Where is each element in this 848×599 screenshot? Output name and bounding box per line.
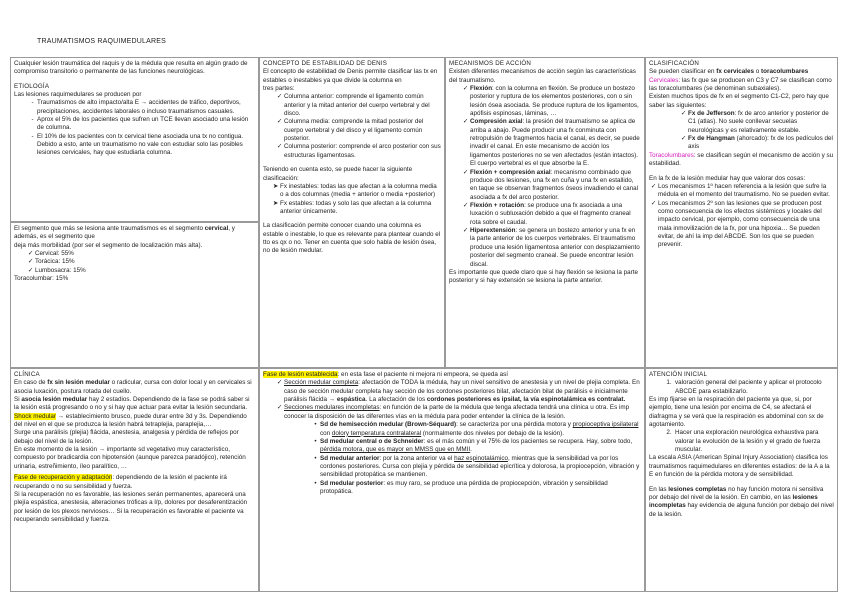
fracture-item: ✓ Fx de Jefferson: fx de arco anterior y posterior de C1 (atlas). No suele conllevar secuelas neurológicas y es relativamente estable. [680, 110, 829, 134]
mechanisms-heading: MECANISMOS DE ACCIÓN [449, 60, 532, 67]
complete-incomplete-text: En las lesiones completas no hay función motora ni sensitiva por debajo del nivel de la lesión. En cambio, en las lesiones incompletas hay evidencia de alguna función por debajo del nivel de la lesión. [649, 485, 834, 518]
shock-text: Shock medular → establecimiento brusco, puede durar entre 3d y 3s. Dependiendo del nivel en el que se produzca la lesión habrá tetraplejia, paraplejia,… [14, 412, 247, 429]
etiology-item: - El 10% de los pacientes con tx cervical tiene asociada una tx no contigua. Debido a esto, ante un traumatismo no vale con estudiar solo las posibles lesiones cervicales, hay que estudiarla columna. [31, 132, 244, 157]
initial-care-heading: ATENCIÓN INICIAL [649, 371, 708, 378]
classification-cell [645, 57, 838, 368]
lesion-assessment-intro: En la fx de la lesión medular hay que valorar dos cosas: [649, 174, 806, 182]
etiology-item: - Traumatismos de alto impacto/alta E → accidentes de tráfico, deportivos, precipitaciones, accidentes laborales o incluso traumatismos casuales. [31, 99, 241, 115]
etiology-heading: ETIOLOGÍA [14, 82, 50, 90]
mechanism-order-item: ✓ Los mecanismos 2º son las lesiones que se producen post como consecuencia de los efectos sistémicos y locales del impacto cervical, por ejemplo, como consecuencia de una mala inmovilización de la fx, por una hipoxia… Se pueden evitar, de ahí la imp del ABCDE. Son los que se pueden prevenir. [650, 199, 822, 249]
clinical-text-2: Si asocia lesión medular hay 2 estadios. Dependiendo de la fase se podrá saber si la lesión está progresando o no y si hay que actuar para evitar la lesión secundaria. [14, 395, 250, 412]
definition-text: Cualquier lesión traumática del raquis y de la médula que resulta en algún grado de compromiso transitorio o permanente de las funciones neurológicas. [14, 60, 248, 76]
mechanism-item: ✓ Flexión + compresión axial: mecanismo combinado que produce dos lesiones, una fx en cuña y una fx en estallido, en taque se observan fragmentos óseos invadiendo el canal asociada a fx del arco posterior. [462, 168, 639, 201]
page-title: TRAUMATISMOS RAQUIMEDULARES [37, 38, 166, 45]
shock-label: Shock medular [14, 412, 56, 420]
mechanisms-cell [445, 57, 645, 368]
syndrome-item: • Sd medular central o de Schneider: es el más común y el 75% de los pacientes se recupera. Hay, sobre todo, pérdida motora, que es mayor en MMSS que en MMII. [314, 437, 633, 454]
denis-intro: El concepto de estabilidad de Denis permite clasificar las tx en estables o inestables ya que divide la columna en [263, 68, 438, 84]
classification-intro: Se pueden clasificar en fx cervicales o toracolumbares [649, 68, 809, 76]
mechanism-order-item: ✓ Los mecanismos 1º hacen referencia a la lesión que sufre la médula en el momento del traumatismo. No se pueden evitar. [650, 182, 830, 199]
mechanism-item: ✓ Compresión axial: la presión del traumatismo se aplica de arriba a abajo. Puede producir una fx conminuta con retropulsión de fragmentos hacia el canal, es decir, se puede invadir el canal. En este mecanismo de acción los ligamentos posteriores no se ven afectados (están intactos). El cuerpo vertebral es el que absorbe la E. [462, 118, 640, 168]
section-item: ✓ Sección medular completa: afectación de TODA la médula, hay un nivel sensitivo de anestesia y un nivel de plejia completa. En caso de sección medular completa hay sección de los cordones posteriores bilat, afectación bilat de parálisis e inicialmente parálisis flácida → espástica. La afectación de los cordones posteriores es ipsilat, la vía espinotalámica es contralat. [276, 379, 640, 404]
care-step: 1. valoración general del paciente y aplicar el protocolo ABCDE para estabilizarlo. [666, 379, 822, 395]
classification-heading: CLASIFICACIÓN [649, 60, 700, 67]
established-label: Fase de lesión establecida [263, 371, 338, 378]
section-item: ✓ Secciones medulares incompletas: en función de la parte de la médula que tenga afectada tendrá una clínica u otra. Es imp conocer la disposición de las diferentes vías en la médula para poder entender la clínica de la lesión. [276, 404, 630, 420]
mechanisms-note: Es importante que quede claro que si hay flexión se lesiona la parte posterior y si hay extensión se lesiona la parte anterior. [449, 268, 639, 285]
clinical-text-1: En caso de fx sin lesión medular o radicular, cursa con dolor local y en cervicales si asocia luxación, postura rotada del cuello. [14, 379, 252, 395]
syndrome-item: • Sd medular posterior: es muy raro, se produce una pérdida de propiocepción, vibración y sensibilidad protopática. [314, 479, 608, 496]
thoracolumbar-label: Toracolumbares [649, 151, 694, 159]
stability-item: ➤ Fx estables: todas y solo las que afectan a la columna anterior únicamente. [272, 199, 432, 215]
column-item: ✓ Columna media: comprende la mitad posterior del cuerpo vertebral y del disco y el ligamento común posterior. [276, 118, 424, 143]
segment-frequency-cell [10, 222, 259, 368]
syndrome-item: • Sd medular anterior: por la zona anterior va el haz espinotalámico, mientras que la sensibilidad va por los cordones posteriores. Cursa con plejia y pérdida de sensibilidad epicrítica y dolorosa, la propiocepción, vibración y sensibilidad protopática se mantienen. [314, 454, 640, 479]
segment-text-2: deja más morbilidad (por ser el segmento de localización más alta). [14, 241, 203, 249]
frequency-item: ✓ Lumbosacra: 15% [27, 266, 86, 274]
established-lesion-cell [259, 368, 645, 592]
cervical-text: Cervicales: las fx que se producen en C3 y C7 se clasifican como las toracolumbares (se denominan subaxiales). [649, 76, 832, 92]
segment-text: El segmento que más se lesiona ante traumatismos es el segmento cervical, y además, es el segmento que [14, 225, 235, 241]
mechanisms-intro: Existen diferentes mecanismos de acción según las características del traumatismo. [449, 68, 636, 84]
c1c2-text: Existen muchos tipos de fx en el segmento C1-C2, pero hay que saber las siguientes: [649, 93, 829, 109]
asia-text: La escala ASIA (American Spinal Injury Association) clasifica los traumatismos raquimedulares en diferentes estadios: de la A a la E en función de la pérdida motora y de sensibilidad. [649, 454, 830, 479]
denis-heading: CONCEPTO DE ESTABILIDAD DE DENIS [263, 60, 388, 67]
frequency-item: Toracolumbar: 15% [14, 275, 69, 283]
denis-classification-intro: Teniendo en cuenta esto, se puede hacer la siguiente clasificación: [263, 166, 413, 182]
frequency-item: ✓ Cervical: 55% [27, 250, 74, 258]
denis-tres: tres partes: [263, 84, 295, 92]
fracture-item: ✓ Fx de Hangman (ahorcado): fx de los pedículos del axis [680, 135, 833, 151]
cervical-label: Cervicales [649, 76, 679, 84]
syndrome-item: • Sd de hemisección medular (Brown-Séquard): se caracteriza por una pérdida motora y propioceptiva ipsilateral con dolory temperatura contralateral (normalmente dos niveles por debajo de la lesión). [314, 421, 639, 437]
clinical-text-5: En este momento de la lesión → importante sd vegetativo muy característico, compuesto por bradicardia con hipotensión (aunque parezca paradójico), retención urinaria, estreñimiento, íleo paralítico, … [14, 446, 246, 470]
mechanism-item: ✓ Hiperextensión: se genera un bostezo anterior y una fx en la parte anterior de los cuerpos vertebrales. El traumatismo produce una lesión ligamentosa anterior con desplazamiento posterior del segmento craneal. Se puede encontrar lesión discal. [462, 227, 640, 268]
initial-care-cell [645, 368, 838, 592]
denis-note: La clasificación permite conocer cuando una columna es estable o inestable, lo que es relevante para plantear cuando el tto es qx o no. Tener en cuenta que solo habla de lesión ósea, no de lesión medular. [263, 222, 441, 255]
clinical-text-7: Si la recuperación no es favorable, las lesiones serán permanentes, aparecerá una plejía espástica, anestesia, alteraciones tróficas a l/p, dolores por desaferentización por lesión de los plexos nerviosos… Si la recuperación es favorable el paciente va recuperando sensibilidad y fuerza. [14, 490, 248, 523]
clinical-text-4: Surge una parálisis (plejia) flácida, anestesia, analgesia y pérdida de reflejos por debajo del nivel de la lesión. [14, 429, 239, 445]
denis-stability-cell [259, 57, 445, 368]
etiology-item: - Aprox el 5% de los pacientes que sufren un TCE llevan asociado una lesión de columna. [31, 116, 249, 132]
definition-etiology-cell [10, 57, 259, 222]
column-item: ✓ Columna posterior: comprende el arco posterior con sus estructuras ligamentosas. [276, 143, 441, 159]
etiology-intro: Las lesiones raquimedulares se producen por [14, 90, 142, 98]
column-item: ✓ Columna anterior: comprende el ligamento común anterior y la mitad anterior del cuerpo vertebral y del disco. [276, 93, 430, 118]
care-step: 2. Hacer una exploración neurológica exhaustiva para valorar la evolución de la lesión y el grado de fuerza muscular. [666, 429, 821, 454]
recovery-label: Fase de recuperación y adaptación [14, 474, 113, 482]
care-text-1: Es imp fijarse en la respiración del paciente ya que, si, por ejemplo, tiene una lesión por encima de C4, se afectará el diafragma y se verá que la respiración es abdominal con sx de agotamiento. [649, 395, 824, 429]
frequency-item: ✓ Torácica: 15% [27, 258, 75, 266]
clinical-heading: CLÍNICA [14, 371, 40, 378]
recovery-text: Fase de recuperación y adaptación: dependiendo de la lesión el paciente irá recuperando o no su sensibilidad y fuerza. [14, 474, 227, 490]
thoracolumbar-text: Toracolumbares: se clasifican según el mecanismo de acción y su estabilidad. [649, 151, 834, 168]
clinical-cell [10, 368, 259, 592]
established-intro: Fase de lesión establecida: en esta fase el paciente ni mejora ni empeora, se queda así [263, 371, 509, 378]
stability-item: ➤ Fx inestables: todas las que afectan a la columna media o a dos columnas (media + anterior o media +posterior) [272, 182, 437, 199]
mechanism-item: ✓ Flexión + rotación: se produce una fx asociada a una luxación o subluxación debido a que el fragmento craneal rota sobre el caudal. [462, 202, 631, 226]
mechanism-item: ✓ Flexión: con la columna en flexión. Se produce un bostezo posterior y ruptura de los elementos posteriores, con o sin lesión ósea asociada. Se produce ruptura de los ligamentos, apófisis espinosas, láminas, … [462, 84, 639, 118]
